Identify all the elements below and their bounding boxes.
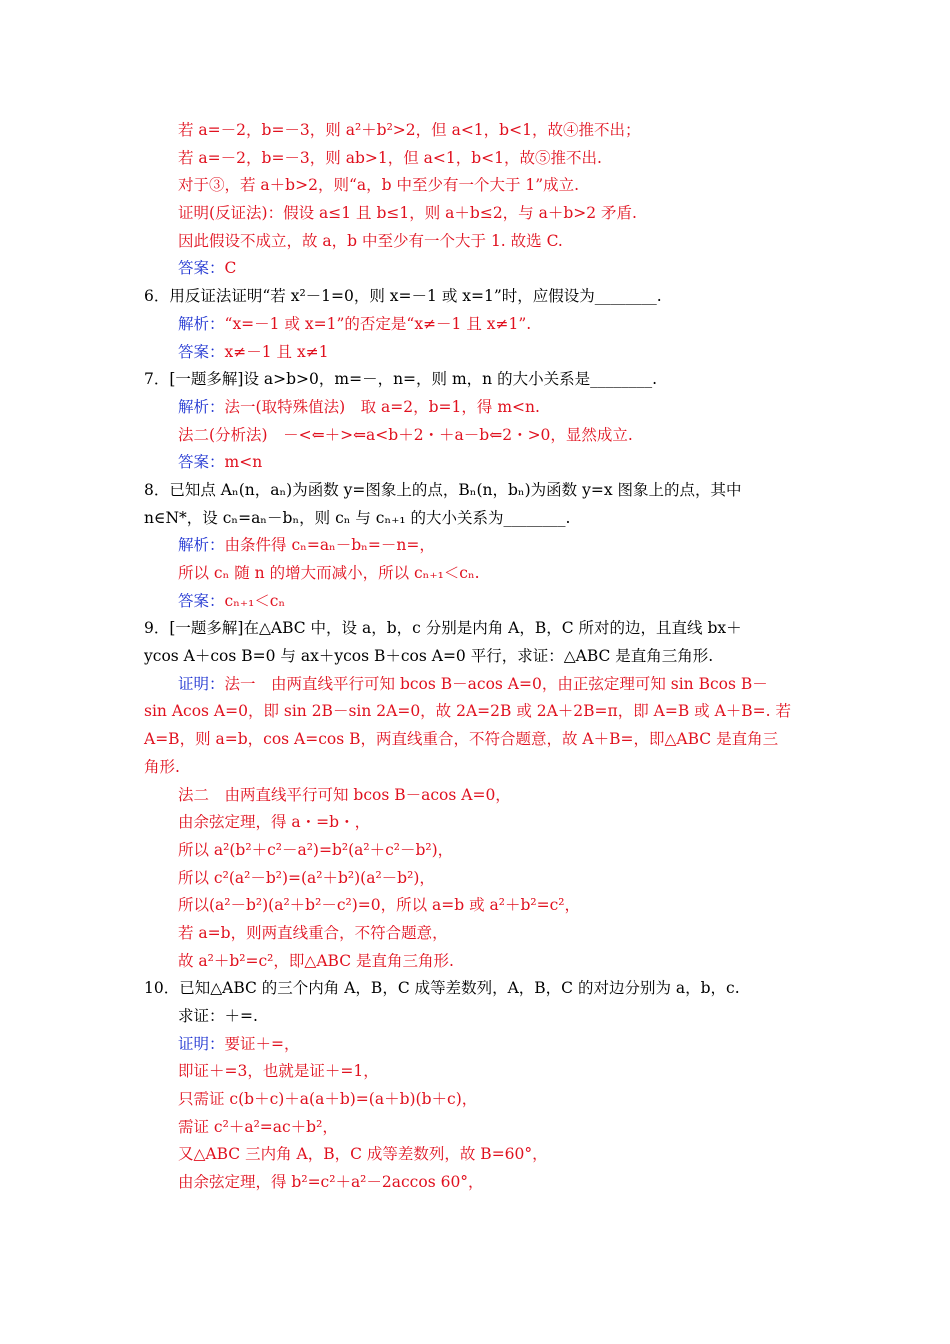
line-text: 若 a=b，则两直线重合，不符合题意， bbox=[178, 923, 448, 942]
text-line bbox=[0, 145, 950, 173]
label-text: 解析： bbox=[178, 314, 225, 333]
text-line bbox=[0, 117, 950, 145]
label-text: 证明： bbox=[178, 1034, 225, 1053]
line-text: 所以 c²(a²－b²)=(a²＋b²)(a²－b²)， bbox=[178, 868, 435, 887]
label-text: 答案： bbox=[178, 453, 225, 472]
line-text: m<n bbox=[224, 453, 263, 472]
line-text: 要证＋=， bbox=[224, 1034, 300, 1053]
line-text: 8．已知点 Aₙ(n，aₙ)为函数 y=图象上的点，Bₙ(n，bₙ)为函数 y=x 图象上的点，其中 bbox=[144, 480, 742, 499]
text-line bbox=[0, 754, 950, 782]
text-line bbox=[0, 837, 950, 865]
text-line bbox=[0, 477, 950, 505]
line-text: 所以 cₙ 随 n 的增大而减小，所以 cₙ₊₁＜cₙ. bbox=[178, 564, 480, 582]
line-text: 求证：＋=. bbox=[178, 1007, 258, 1025]
label-text: 答案： bbox=[178, 342, 225, 361]
text-line bbox=[0, 560, 950, 588]
text-line bbox=[0, 920, 950, 948]
line-text: 法一(取特殊值法) 取 a=2，b=1，得 m<n. bbox=[224, 397, 540, 416]
line-text: C bbox=[224, 259, 237, 278]
text-line bbox=[0, 449, 950, 477]
text-line bbox=[0, 1169, 950, 1197]
line-text: 6．用反证法证明“若 x²－1=0，则 x=－1 或 x=1”时，应假设为________. bbox=[144, 287, 662, 306]
text-line bbox=[0, 255, 950, 283]
line-text: 所以(a²－b²)(a²＋b²－c²)=0，所以 a=b 或 a²＋b²=c²， bbox=[178, 896, 581, 915]
line-text: 10．已知△ABC 的三个内角 A，B，C 成等差数列，A，B，C 的对边分别为 a，b，c. bbox=[144, 979, 740, 998]
label-text: 答案： bbox=[178, 259, 225, 278]
line-text: 故 a²＋b²=c²，即△ABC 是直角三角形. bbox=[178, 951, 454, 970]
text-line bbox=[0, 948, 950, 976]
line-text: 法二 由两直线平行可知 bcos B－acos A=0， bbox=[178, 785, 511, 804]
text-line bbox=[0, 809, 950, 837]
line-text: 对于③，若 a＋b>2，则“a，b 中至少有一个大于 1”成立. bbox=[178, 176, 580, 195]
text-line bbox=[0, 172, 950, 200]
document-body bbox=[0, 117, 950, 1197]
text-line bbox=[0, 366, 950, 394]
line-text: 又△ABC 三内角 A，B，C 成等差数列，故 B=60°， bbox=[178, 1145, 548, 1164]
text-line bbox=[0, 1031, 950, 1059]
line-text: cₙ₊₁＜cₙ bbox=[224, 591, 286, 610]
text-line bbox=[0, 975, 950, 1003]
line-text: “x=－1 或 x=1”的否定是“x≠－1 且 x≠1”. bbox=[224, 314, 532, 333]
line-text: 若 a=－2，b=－3，则 a²＋b²>2，但 a<1，b<1，故④推不出； bbox=[178, 121, 641, 139]
label-text: 解析： bbox=[178, 397, 225, 416]
text-line bbox=[0, 865, 950, 893]
line-text: 由余弦定理，得 b²=c²＋a²－2accos 60°， bbox=[178, 1173, 484, 1192]
text-line bbox=[0, 671, 950, 699]
text-line bbox=[0, 283, 950, 311]
text-line bbox=[0, 532, 950, 560]
line-text: 9．[一题多解]在△ABC 中，设 a，b，c 分别是内角 A，B，C 所对的边，且直线 bx＋ bbox=[144, 619, 742, 638]
line-text: 7．[一题多解]设 a>b>0，m=－，n=，则 m，n 的大小关系是________. bbox=[144, 370, 657, 389]
text-line bbox=[0, 1086, 950, 1114]
line-text: A=B，则 a=b，cos A=cos B，两直线重合，不符合题意，故 A＋B=，即△ABC 是直角三 bbox=[144, 730, 779, 749]
text-line bbox=[0, 200, 950, 228]
text-line bbox=[0, 1003, 950, 1031]
text-line bbox=[0, 892, 950, 920]
line-text: 由余弦定理，得 a・=b・， bbox=[178, 813, 371, 832]
text-line bbox=[0, 422, 950, 450]
line-text: 角形. bbox=[144, 757, 180, 776]
text-line bbox=[0, 1114, 950, 1142]
line-text: 即证＋=3，也就是证＋=1， bbox=[178, 1062, 379, 1081]
text-line bbox=[0, 505, 950, 533]
line-text: 由条件得 cₙ=aₙ－bₙ=－n=， bbox=[224, 536, 435, 555]
line-text: 证明(反证法)：假设 a≤1 且 b≤1，则 a＋b≤2，与 a＋b>2 矛盾. bbox=[178, 204, 637, 223]
text-line bbox=[0, 1058, 950, 1086]
line-text: x≠－1 且 x≠1 bbox=[224, 342, 329, 361]
label-text: 证明： bbox=[178, 674, 225, 693]
line-text: 所以 a²(b²＋c²－a²)=b²(a²＋c²－b²)， bbox=[178, 840, 454, 859]
line-text: 因此假设不成立，故 a，b 中至少有一个大于 1. 故选 C. bbox=[178, 231, 563, 250]
text-line bbox=[0, 228, 950, 256]
label-text: 解析： bbox=[178, 536, 225, 555]
line-text: 若 a=－2，b=－3，则 ab>1，但 a<1，b<1，故⑤推不出. bbox=[178, 148, 602, 167]
line-text: 只需证 c(b＋c)＋a(a＋b)=(a＋b)(b＋c)， bbox=[178, 1090, 478, 1109]
text-line bbox=[0, 588, 950, 616]
line-text: sin Acos A=0，即 sin 2B－sin 2A=0，故 2A=2B 或 2A＋2B=π，即 A=B 或 A＋B=. 若 bbox=[144, 702, 792, 721]
text-line bbox=[0, 782, 950, 810]
line-text: 需证 c²＋a²=ac＋b²， bbox=[178, 1117, 338, 1136]
text-line bbox=[0, 698, 950, 726]
line-text: n∈N*，设 cₙ=aₙ－bₙ，则 cₙ 与 cₙ₊₁ 的大小关系为________. bbox=[144, 508, 571, 527]
text-line bbox=[0, 311, 950, 339]
text-line bbox=[0, 643, 950, 671]
label-text: 答案： bbox=[178, 591, 225, 610]
text-line bbox=[0, 1141, 950, 1169]
text-line bbox=[0, 726, 950, 754]
text-line bbox=[0, 394, 950, 422]
text-line bbox=[0, 615, 950, 643]
line-text: 法二(分析法) －<⇐＋>⇐a<b＋2・＋a－b⇐2・>0，显然成立. bbox=[178, 425, 633, 444]
text-line bbox=[0, 339, 950, 367]
line-text: 法一 由两直线平行可知 bcos B－acos A=0，由正弦定理可知 sin Bcos B－ bbox=[224, 674, 768, 693]
line-text: ycos A＋cos B=0 与 ax＋ycos B＋cos A=0 平行，求证：△ABC 是直角三角形. bbox=[144, 647, 714, 666]
